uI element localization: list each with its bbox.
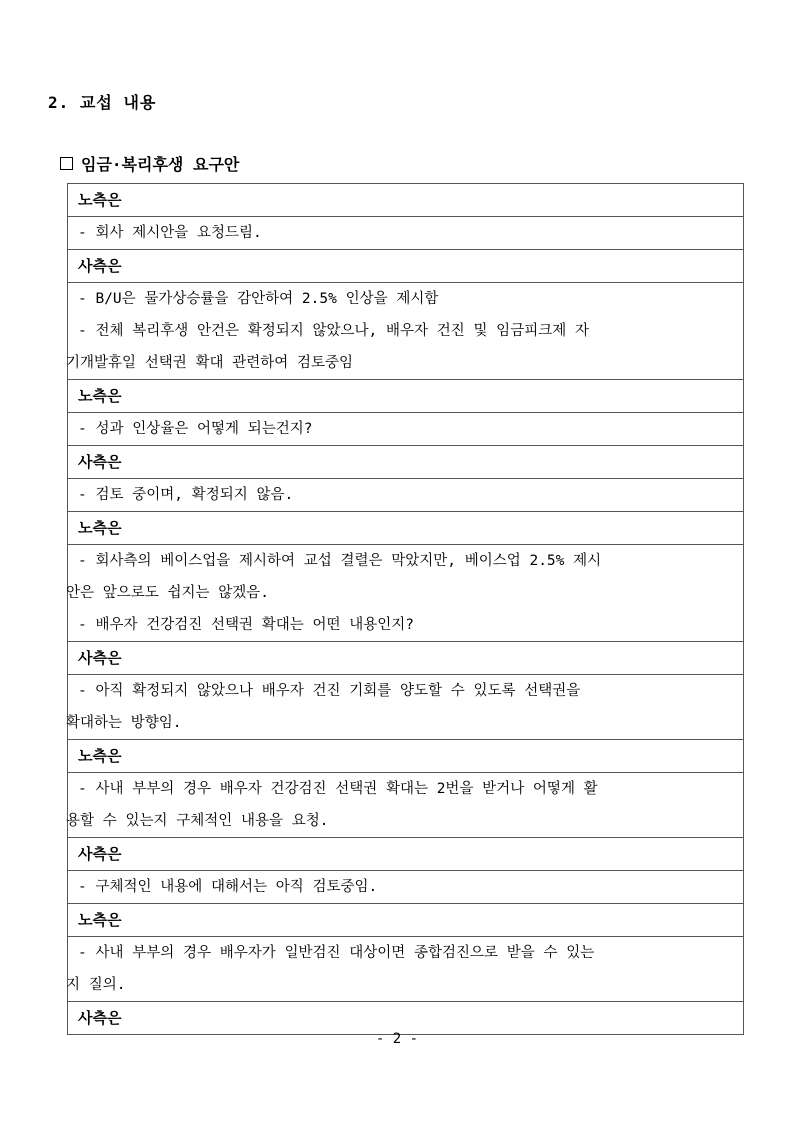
speaker-label: 사측은 [68,446,744,479]
section-title: 2. 교섭 내용 [48,93,157,112]
statement-row [68,675,744,740]
speaker-label: 노측은 [68,740,744,773]
speaker-row [68,512,744,545]
page-number: - 2 - [375,1031,419,1047]
speaker-row [68,1002,744,1035]
statement-line: - 검토 중이며, 확정되지 않음. [78,487,294,503]
speaker-row [68,904,744,937]
statement-cell [68,773,744,838]
statement-row [68,545,744,642]
speaker-row [68,184,744,217]
statement-line: - 사내 부부의 경우 배우자가 일반검진 대상이면 종합검진으로 받을 수 있는 [78,945,595,961]
statement-line: - 구체적인 내용에 대해서는 아직 검토중임. [78,879,378,895]
speaker-label: 사측은 [68,1002,744,1035]
statement-row [68,413,744,446]
speaker-row [68,250,744,283]
speaker-label: 노측은 [68,380,744,413]
statement-cell [68,283,744,380]
statement-row [68,283,744,380]
speaker-label: 사측은 [68,642,744,675]
statement-line: - 성과 인상율은 어떻게 되는건지? [78,421,313,437]
speaker-row [68,838,744,871]
speaker-label: 노측은 [68,904,744,937]
statement-line: 확대하는 방향임. [66,715,182,731]
statement-line: 기개발휴일 선택권 확대 관련하여 검토중임 [66,355,354,371]
speaker-row [68,380,744,413]
subsection-title: 임금·복리후생 요구안 [81,155,240,174]
statement-row [68,871,744,904]
statement-row [68,773,744,838]
statement-line: - B/U은 물가상승률을 감안하여 2.5% 인상을 제시함 [78,291,439,307]
statement-row [68,217,744,250]
speaker-label: 사측은 [68,250,744,283]
statement-cell [68,413,744,446]
statement-row [68,479,744,512]
statement-cell [68,545,744,642]
statement-line: 용할 수 있는지 구체적인 내용을 요청. [66,813,329,829]
statement-line: - 회사측의 베이스업을 제시하여 교섭 결렬은 막았지만, 베이스업 2.5% 제시 [78,553,602,569]
speaker-row [68,740,744,773]
speaker-label: 노측은 [68,184,744,217]
speaker-label: 노측은 [68,512,744,545]
statement-line: - 아직 확정되지 않았으나 배우자 건진 기회를 양도할 수 있도록 선택권을 [78,683,581,699]
statement-line: - 전체 복리후생 안건은 확정되지 않았으나, 배우자 건진 및 임금피크제 자 [78,323,589,339]
statement-row [68,937,744,1002]
statement-line: 지 질의. [66,977,126,993]
checkbox-icon [60,157,73,170]
speaker-label: 사측은 [68,838,744,871]
statement-line: - 사내 부부의 경우 배우자 건강검진 선택권 확대는 2번을 받거나 어떻게 활 [78,781,598,797]
minutes-table [67,183,744,1035]
speaker-row [68,446,744,479]
statement-cell [68,217,744,250]
statement-line: - 배우자 건강검진 선택권 확대는 어떤 내용인지? [78,617,414,633]
statement-line: 안은 앞으로도 쉽지는 않겠음. [66,585,270,601]
statement-line: - 회사 제시안을 요청드림. [78,225,262,241]
statement-cell [68,871,744,904]
subsection-heading [60,152,239,175]
statement-cell [68,937,744,1002]
speaker-row [68,642,744,675]
statement-cell [68,675,744,740]
statement-cell [68,479,744,512]
